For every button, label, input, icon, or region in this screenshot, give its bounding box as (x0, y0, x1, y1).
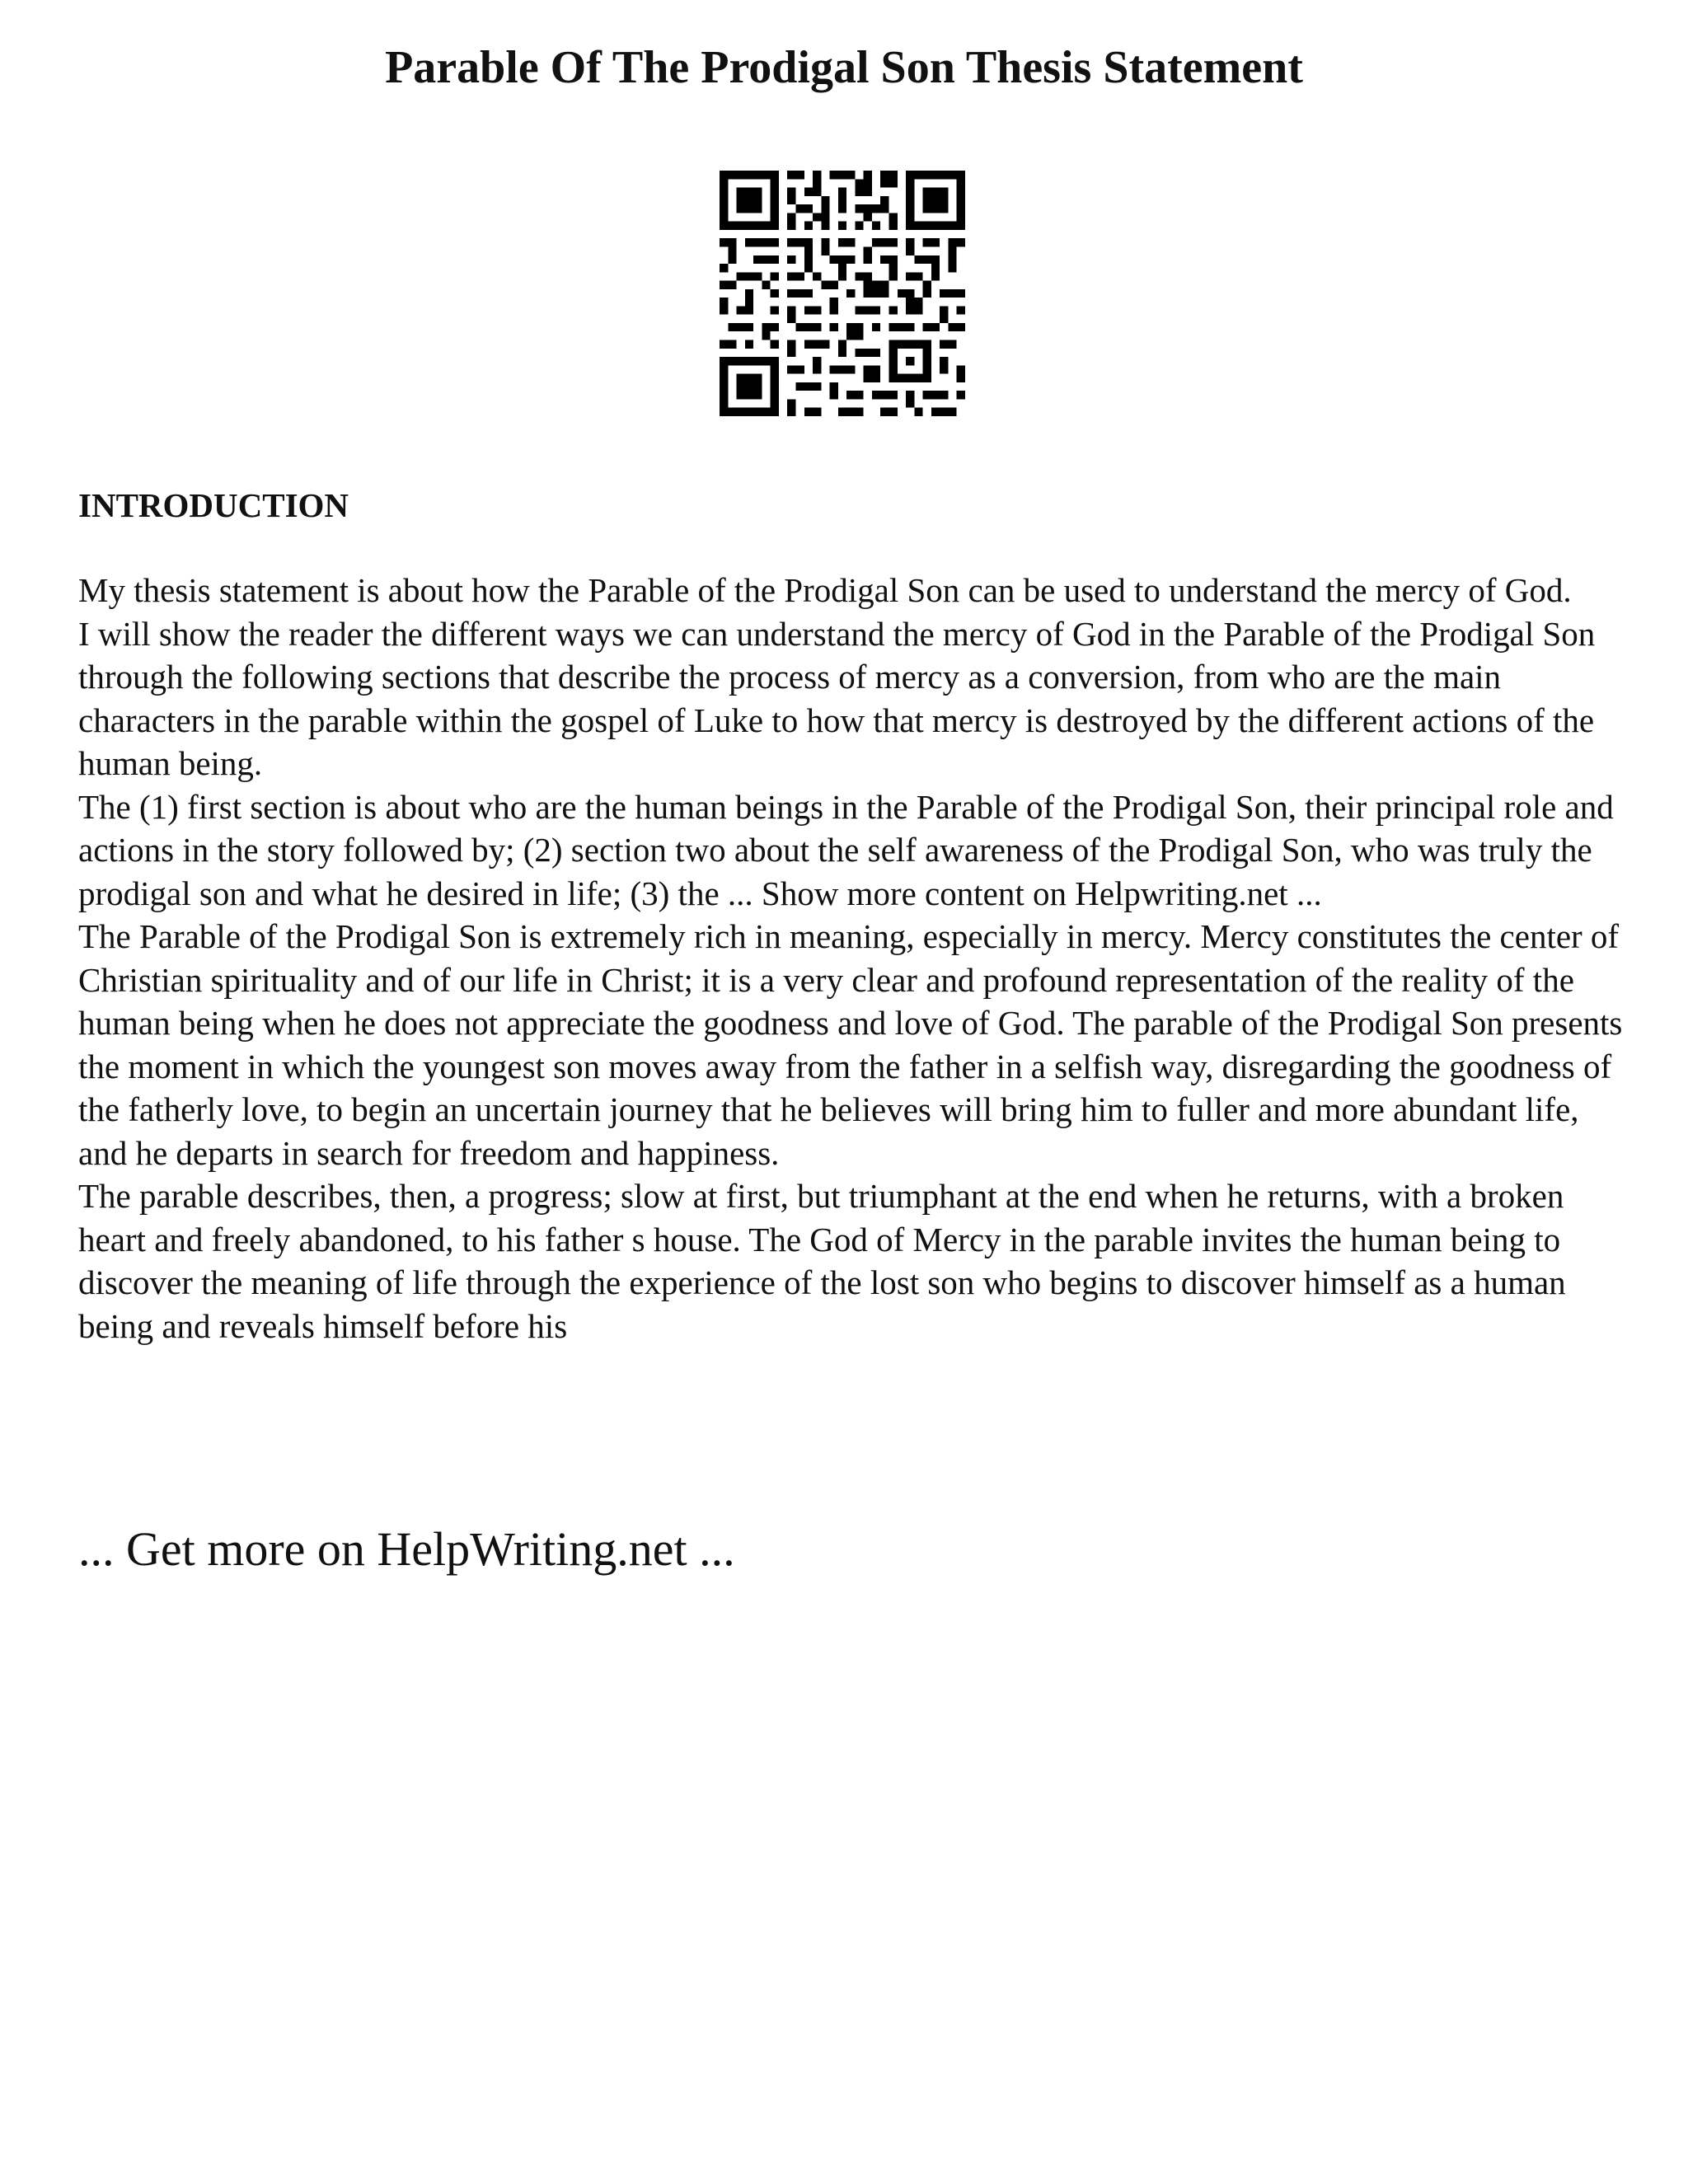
page-title: Parable Of The Prodigal Son Thesis Statement (385, 42, 1303, 93)
article-body (78, 569, 1628, 1347)
paragraph: The parable describes, then, a progress; slow at first, but triumphant at the end when he returns, with a broken heart and freely abandoned, to his father s house. The God of Mercy in the parable invites the human being to discover the meaning of life through the experience of the lost son who begins to discover himself as a human being and reveals himself before his (78, 1177, 1566, 1345)
get-more-link[interactable]: ... Get more on HelpWriting.net ... (78, 1522, 735, 1576)
paragraph: My thesis statement is about how the Parable of the Prodigal Son can be used to understand the mercy of God. (78, 571, 1572, 609)
paragraph: The (1) first section is about who are the human beings in the Parable of the Prodigal Son, their principal role and actions in the story followed by; (2) section two about the self awareness of the Prodigal Son, who was truly the prodigal son and what he desired in life; (3) the ... Show more content on Helpwriting.net ... (78, 787, 1614, 912)
paragraph: I will show the reader the different ways we can understand the mercy of God in the Parable of the Prodigal Son through the following sections that describe the process of mercy as a conversion, from who are the main characters in the parable within the gospel of Luke to how that mercy is destroyed by the different actions of the human being. (78, 614, 1596, 782)
paragraph: The Parable of the Prodigal Son is extremely rich in meaning, especially in mercy. Mercy constitutes the center of Christian spirituality and of our life in Christ; it is a very clear and profound representation of the reality of the human being when he does not appreciate the goodness and love of God. The parable of the Prodigal Son presents the moment in which the youngest son moves away from the father in a selfish way, disregarding the goodness of the fatherly love, to begin an uncertain journey that he believes will bring him to fuller and more abundant life, and he departs in search for freedom and happiness. (78, 917, 1623, 1172)
section-heading: INTRODUCTION (78, 486, 349, 524)
qr-code-icon (720, 171, 965, 416)
